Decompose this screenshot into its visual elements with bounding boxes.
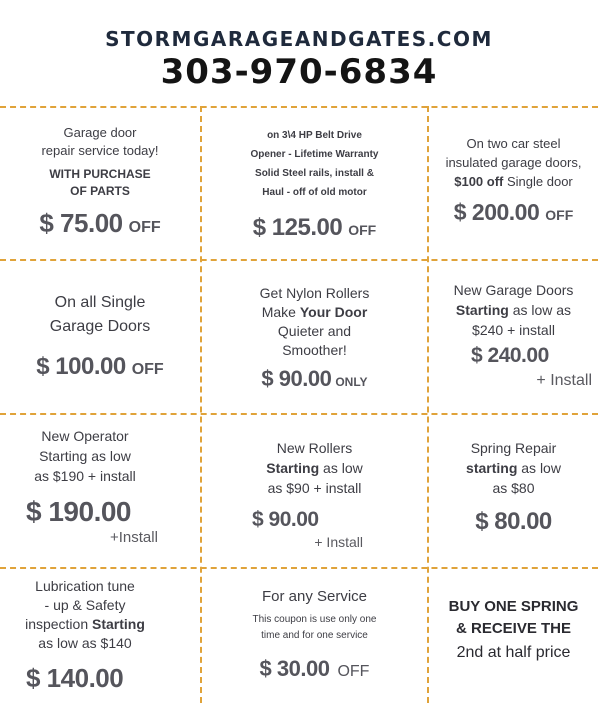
coupon-price: $ 190.00 — [26, 496, 131, 527]
coupon-text: Lubrication tune — [35, 578, 135, 594]
coupon-text: On all Single — [54, 294, 146, 311]
coupon-price: $ 140.00 — [26, 663, 124, 693]
coupon-text: insulated garage doors, — [445, 155, 582, 170]
coupon-text: as low — [319, 460, 363, 476]
coupon-price: $ 75.00 — [39, 208, 123, 238]
divider — [0, 259, 598, 261]
coupon-price: $ 240.00 — [471, 344, 549, 367]
divider — [0, 567, 598, 569]
coupon-spring-repair[interactable] — [429, 438, 598, 536]
coupon-single-garage-doors[interactable] — [0, 291, 200, 381]
coupon-spring-offer[interactable] — [429, 596, 598, 666]
coupon-text: Opener - Lifetime Warranty — [250, 149, 379, 160]
coupon-text: as $190 + install — [34, 468, 136, 484]
coupon-nylon-rollers[interactable] — [202, 284, 427, 392]
coupon-text: on 3\4 HP Belt Drive — [267, 130, 362, 141]
coupon-text: New Rollers — [276, 440, 353, 456]
coupon-text: - up & Safety — [44, 597, 126, 613]
coupon-any-service[interactable] — [202, 586, 427, 682]
coupon-text: Smoother! — [282, 342, 347, 358]
coupon-text-bold: starting — [466, 460, 518, 476]
coupon-new-rollers[interactable] — [202, 438, 427, 552]
coupon-text: Starting as low — [39, 448, 131, 464]
coupon-text: inspection — [25, 616, 93, 632]
coupon-price-suffix: OFF — [545, 207, 574, 223]
coupon-install-note: + Install — [536, 372, 592, 389]
coupon-price-suffix: OFF — [337, 663, 370, 680]
coupon-price-suffix: OFF — [348, 222, 377, 238]
coupon-grid — [0, 106, 598, 703]
divider — [0, 106, 598, 108]
coupon-text: Spring Repair — [470, 440, 557, 456]
coupon-text — [429, 458, 598, 478]
coupon-install-note: +Install — [110, 529, 158, 546]
divider — [0, 413, 598, 415]
coupon-install-wrap — [100, 529, 200, 547]
coupon-text: This coupon is use only one — [252, 614, 377, 625]
coupon-text: $240 + install — [472, 322, 555, 338]
coupon-text-bold: Your Door — [299, 304, 368, 320]
coupon-text: as low — [517, 460, 561, 476]
coupon-text: Solid Steel rails, install & — [255, 168, 374, 179]
coupon-text: New Operator — [41, 428, 129, 444]
coupon-text: as low as $140 — [38, 635, 132, 651]
coupon-price: $ 80.00 — [475, 508, 552, 535]
coupon-price: $ 200.00 — [453, 199, 540, 225]
coupon-text: BUY ONE SPRING — [448, 598, 579, 615]
coupon-text: time and for one service — [261, 630, 368, 641]
coupon-price: $ 90.00 — [261, 366, 332, 391]
coupon-text — [429, 172, 598, 191]
coupon-text: WITH PURCHASE — [49, 167, 151, 181]
coupon-text: Quieter and — [277, 323, 352, 339]
coupon-text: Garage door — [63, 125, 137, 140]
coupon-price-suffix: OFF — [128, 219, 161, 236]
coupon-new-operator[interactable] — [0, 426, 170, 528]
coupon-text: as $80 — [492, 480, 535, 496]
coupon-price: $ 30.00 — [259, 656, 330, 681]
coupon-text: Make — [261, 304, 300, 320]
coupon-text-bold: $100 off — [454, 174, 504, 189]
coupon-text: OF PARTS — [70, 184, 130, 198]
coupon-text — [202, 303, 427, 322]
coupon-text — [202, 458, 427, 478]
coupon-text: as low as — [508, 302, 572, 318]
coupon-text-bold: Starting — [455, 302, 509, 318]
coupon-text: repair service today! — [41, 143, 159, 158]
coupon-text-bold: Starting — [266, 460, 320, 476]
coupon-install-note: + Install — [314, 534, 363, 550]
coupon-text: & RECEIVE THE — [455, 620, 572, 637]
coupon-text: Haul - off of old motor — [262, 187, 367, 198]
coupon-repair-service[interactable] — [0, 124, 200, 239]
coupon-steel-doors[interactable] — [429, 134, 598, 226]
coupon-text — [429, 300, 598, 320]
header — [0, 0, 598, 106]
coupon-lubrication-tune-up[interactable] — [0, 577, 170, 694]
coupon-text-bold: Starting — [92, 616, 145, 632]
coupon-text: as $90 + install — [267, 480, 362, 496]
phone-number[interactable]: 303-970-6834 — [160, 52, 438, 92]
coupon-text: Get Nylon Rollers — [259, 285, 370, 301]
coupon-price-suffix: OFF — [131, 361, 164, 378]
coupon-text: Single door — [503, 174, 573, 189]
coupon-new-garage-doors[interactable] — [429, 280, 598, 390]
coupon-text: For any Service — [261, 588, 368, 605]
coupon-belt-drive-opener[interactable] — [202, 126, 427, 242]
coupon-price: $ 100.00 — [36, 353, 126, 380]
coupon-price: $ 90.00 — [252, 508, 319, 531]
coupon-price: $ 125.00 — [252, 214, 343, 241]
coupon-text: On two car steel — [466, 136, 561, 151]
coupon-text: Garage Doors — [49, 318, 151, 335]
website-url[interactable]: STORMGARAGEANDGATES.COM — [105, 27, 493, 51]
coupon-text: New Garage Doors — [453, 282, 574, 298]
coupon-price-suffix: ONLY — [335, 375, 368, 389]
coupon-text: 2nd at half price — [456, 644, 571, 661]
coupon-text — [0, 615, 170, 634]
